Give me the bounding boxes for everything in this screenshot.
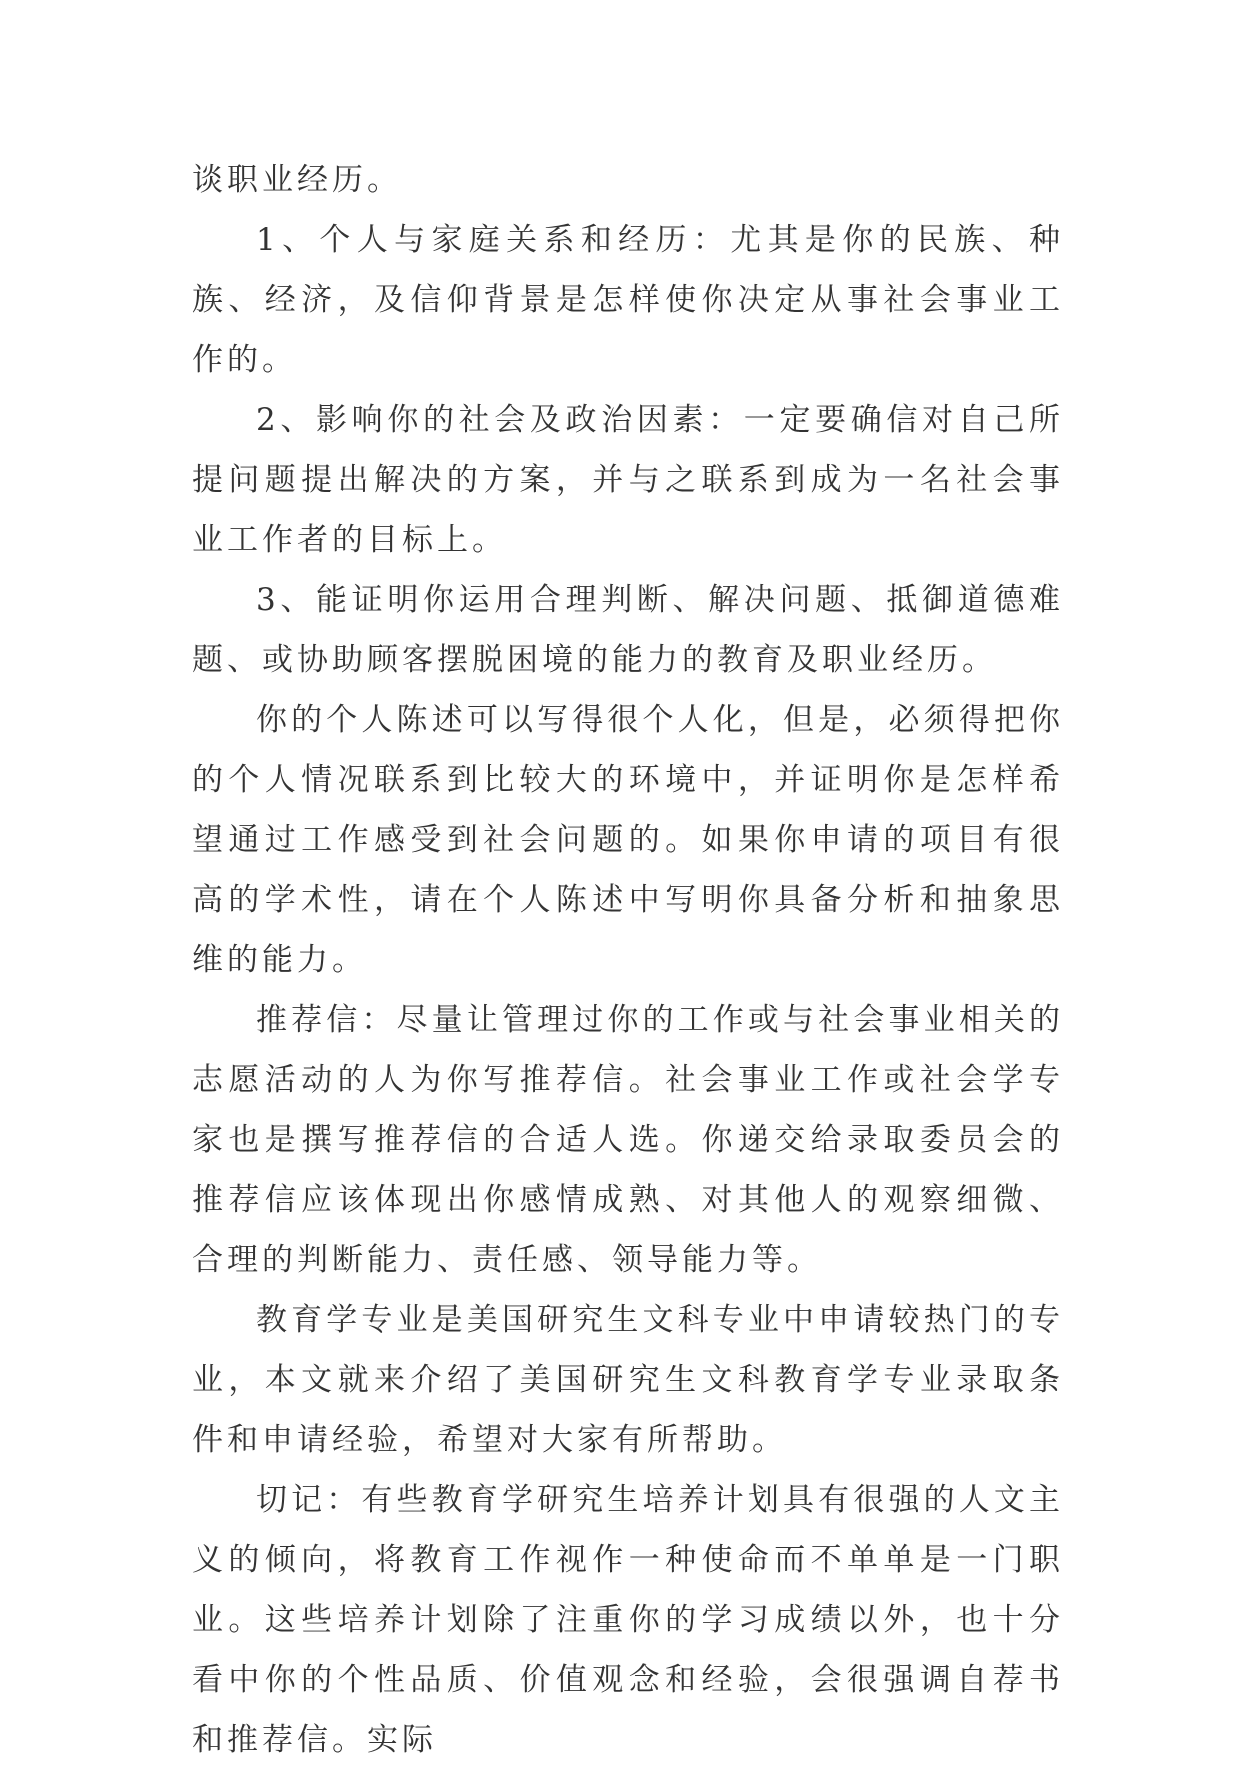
paragraph-personal-statement: 你的个人陈述可以写得很个人化，但是，必须得把你的个人情况联系到比较大的环境中，并证明你是怎样希望通过工作感受到社会问题的。如果你申请的项目有很高的学术性，请在个人陈述中写明你具备分析和抽象思维的能力。	[192, 702, 1064, 978]
paragraph-item-1: 1、个人与家庭关系和经历：尤其是你的民族、种族、经济，及信仰背景是怎样使你决定从事社会事业工作的。	[192, 222, 1064, 378]
paragraph-education-major: 教育学专业是美国研究生文科专业中申请较热门的专业，本文就来介绍了美国研究生文科教育学专业录取条件和申请经验，希望对大家有所帮助。	[192, 1302, 1064, 1458]
paragraph-reminder: 切记：有些教育学研究生培养计划具有很强的人文主义的倾向，将教育工作视作一种使命而不单单是一门职业。这些培养计划除了注重你的学习成绩以外，也十分看中你的个性品质、价值观念和经验，会很强调自荐书和推荐信。实际	[192, 1482, 1064, 1758]
paragraph-continuation: 谈职业经历。	[192, 162, 402, 198]
document-body	[192, 150, 1064, 1770]
paragraph-recommendation-letters: 推荐信：尽量让管理过你的工作或与社会事业相关的志愿活动的人为你写推荐信。社会事业工作或社会学专家也是撰写推荐信的合适人选。你递交给录取委员会的推荐信应该体现出你感情成熟、对其他人的观察细微、合理的判断能力、责任感、领导能力等。	[192, 1002, 1064, 1278]
paragraph-item-2: 2、影响你的社会及政治因素：一定要确信对自己所提问题提出解决的方案，并与之联系到成为一名社会事业工作者的目标上。	[192, 402, 1064, 558]
paragraph-item-3: 3、能证明你运用合理判断、解决问题、抵御道德难题、或协助顾客摆脱困境的能力的教育及职业经历。	[192, 582, 1064, 678]
